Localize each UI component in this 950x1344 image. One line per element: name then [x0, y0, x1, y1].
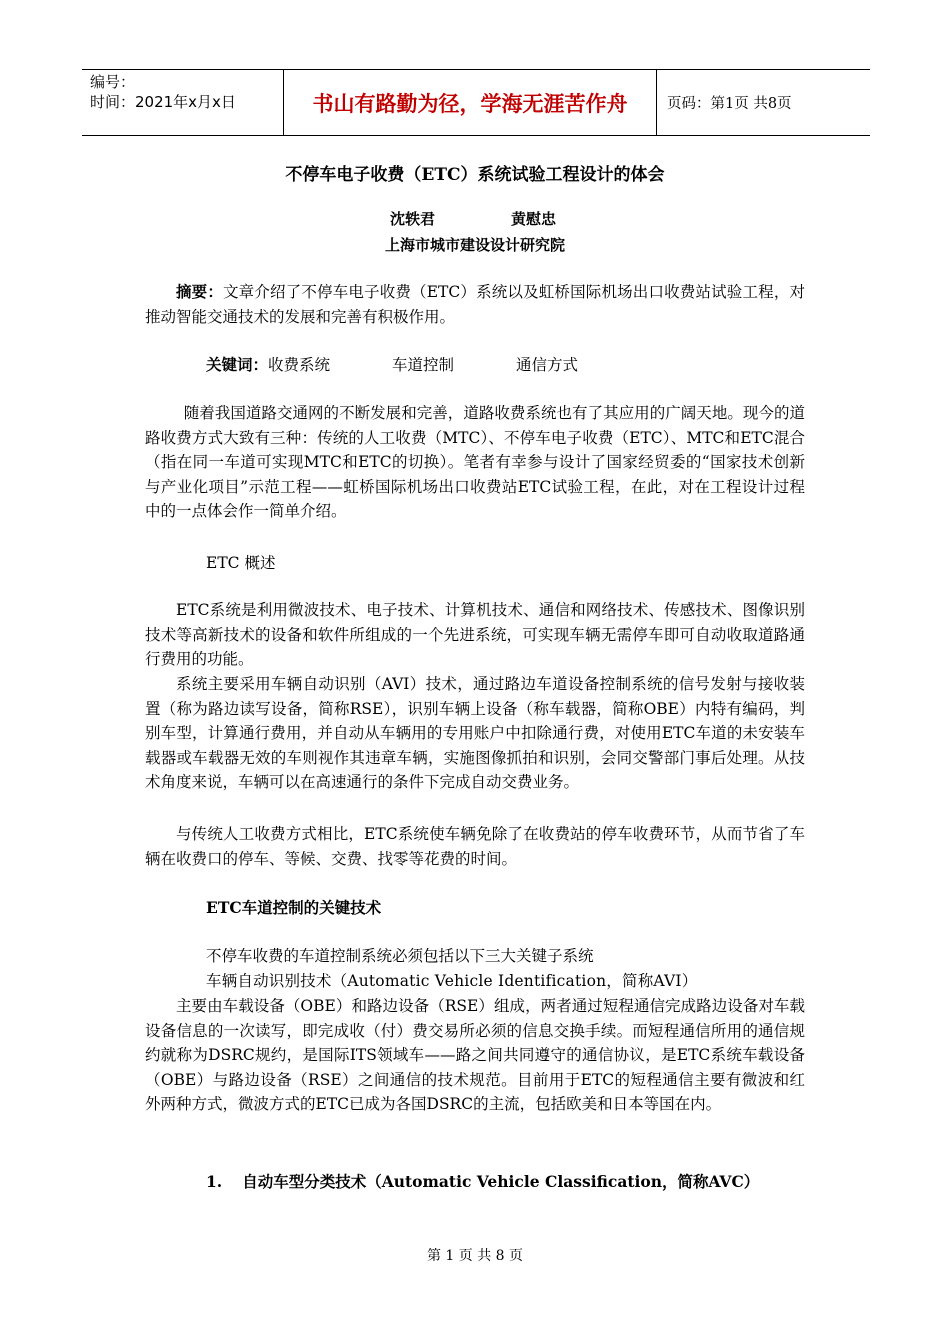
- abstract-label: 摘要：: [176, 282, 224, 301]
- keywords: [206, 353, 578, 377]
- section-1-paragraph-2: 系统主要采用车辆自动识别（AVI）技术，通过路边车道设备控制系统的信号发射与接收装置（称为路边读写设备，简称RSE），识别车辆上设备（称车载器，简称OBE）内特有编码，判别车型，计算通行费用，并自动从车辆用的专用账户中扣除通行费，对使用ETC车道的未安装车载器或车载器无效的车则视作其违章车辆，实施图像抓拍和识别，会同交警部门事后处理。从技术角度来说，车辆可以在高速通行的条件下完成自动交费业务。: [145, 675, 805, 791]
- page-info: 页码：第1页 共8页: [667, 96, 792, 112]
- institution: 上海市城市建设设计研究院: [384, 236, 565, 254]
- section-1-paragraph-1: ETC系统是利用微波技术、电子技术、计算机技术、通信和网络技术、传感技术、图像识别技术等高新技术的设备和软件所组成的一个先进系统，可实现车辆无需停车即可自动收取道路通行费用的功能。: [145, 601, 805, 668]
- author-2: 黄慰忠: [511, 210, 557, 228]
- keyword-2: 车道控制: [392, 356, 455, 374]
- section-2-line-1: 不停车收费的车道控制系统必须包括以下三大关键子系统: [206, 947, 594, 965]
- author-1: 沈轶君: [390, 210, 436, 228]
- abstract-text: 文章介绍了不停车电子收费（ETC）系统以及虹桥国际机场出口收费站试验工程，对推动智能交通技术的发展和完善有积极作用。: [145, 283, 805, 326]
- section-2-paragraph-1: 主要由车载设备（OBE）和路边设备（RSE）组成，两者通过短程通信完成路边设备对车载设备信息的一次读写，即完成收（付）费交易所必须的信息交换手续。而短程通信所用的通信规约就称为DSRC规约，是国际ITS领域车——路之间共同遵守的通信协议，是ETC系统车载设备（OBE）与路边设备（RSE）之间通信的技术规范。目前用于ETC的短程通信主要有微波和红外两种方式，微波方式的ETC已成为各国DSRC的主流，包括欧美和日本等国在内。: [145, 997, 805, 1113]
- header-table: [82, 69, 870, 136]
- keyword-1: 收费系统: [268, 356, 331, 374]
- section-2-heading: ETC车道控制的关键技术: [206, 898, 382, 917]
- section-1-heading: ETC 概述: [206, 554, 276, 572]
- motto: 书山有路勤为径，学海无涯苦作舟: [283, 70, 657, 135]
- number-label: 编号：: [90, 73, 136, 91]
- header-left-cell: [82, 70, 283, 135]
- abstract: [145, 280, 805, 329]
- section-1-paragraph-3: 与传统人工收费方式相比，ETC系统使车辆免除了在收费站的停车收费环节，从而节省了车辆在收费口的停车、等候、交费、找零等花费的时间。: [145, 825, 805, 868]
- section-2-line-2: 车辆自动识别技术（Automatic Vehicle Identification，简称AVI）: [206, 972, 698, 990]
- time-label: 时间：2021年x月x日: [90, 93, 236, 111]
- document-title: 不停车电子收费（ETC）系统试验工程设计的体会: [285, 165, 665, 185]
- footer-page-number: 第 1 页 共 8 页: [426, 1248, 524, 1264]
- intro-paragraph: 随着我国道路交通网的不断发展和完善，道路收费系统也有了其应用的广阔天地。现今的道路收费方式大致有三种：传统的人工收费（MTC）、不停车电子收费（ETC）、MTC和ETC混合（指在同一车道可实现MTC和ETC的切换）。笔者有幸参与设计了国家经贸委的“国家技术创新与产业化项目”示范工程——虹桥国际机场出口收费站ETC试验工程，在此，对在工程设计过程中的一点体会作一简单介绍。: [145, 404, 805, 520]
- list-item-1-text: 自动车型分类技术（Automatic Vehicle Classification，简称AVC）: [242, 1172, 760, 1191]
- keywords-label: 关键词：: [206, 355, 269, 374]
- list-item-1: [206, 1170, 759, 1194]
- list-item-1-number: 1.: [206, 1172, 223, 1191]
- keyword-3: 通信方式: [516, 356, 579, 374]
